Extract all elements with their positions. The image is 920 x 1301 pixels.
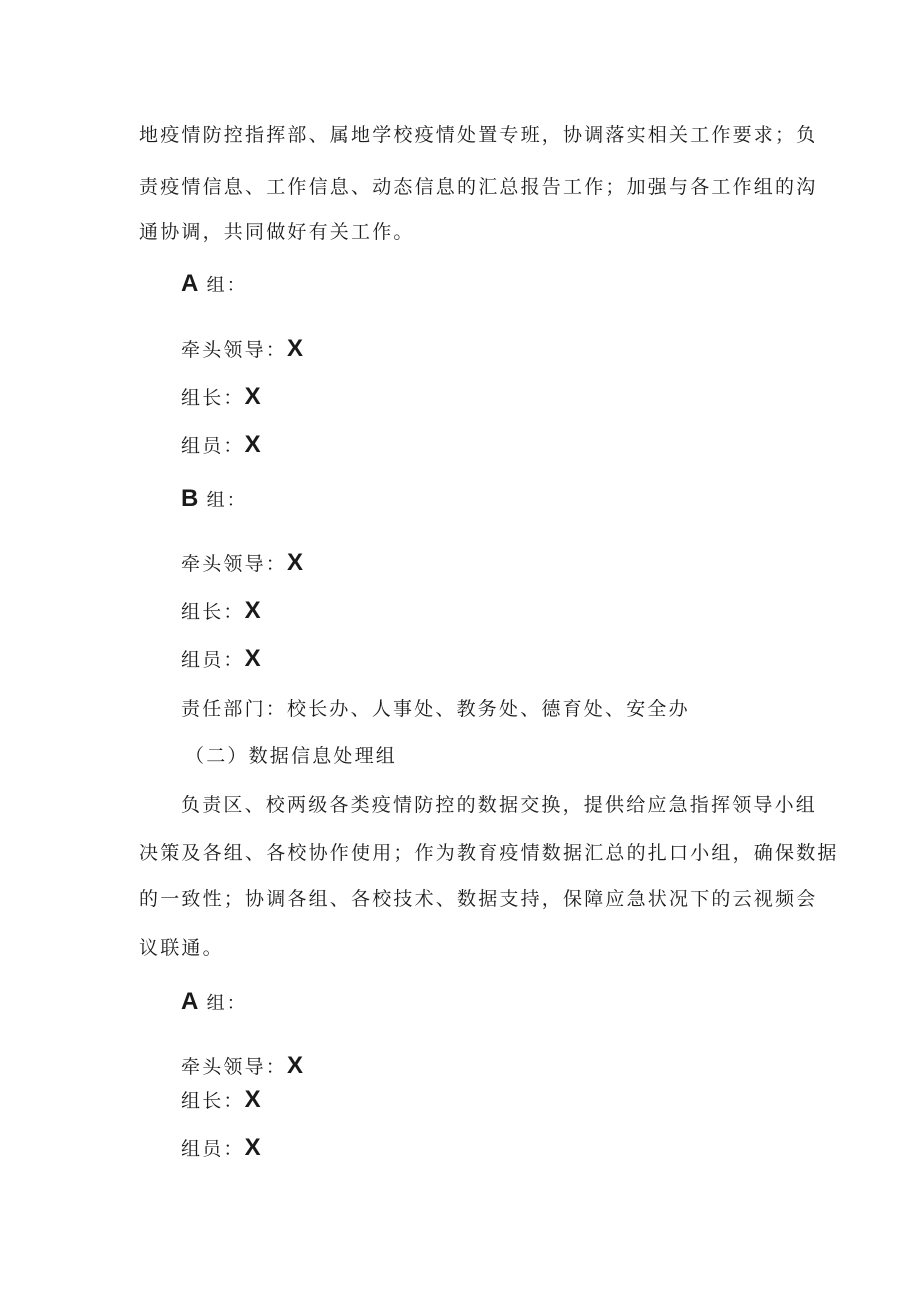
leader-value: X <box>287 1052 304 1079</box>
group-a2-head <box>181 1086 261 1115</box>
group-letter: B <box>181 485 199 512</box>
group-b-members <box>181 645 261 674</box>
group-a2-heading <box>181 988 247 1018</box>
group-a2-members <box>181 1134 261 1163</box>
para2-line-4: 议联通。 <box>139 937 224 959</box>
head-label: 组长： <box>181 601 245 623</box>
para2-line-3: 的一致性；协调各组、各校技术、数据支持，保障应急状况下的云视频会 <box>139 888 818 910</box>
head-label: 组长： <box>181 387 245 409</box>
member-value: X <box>244 645 261 672</box>
group-b-leader <box>181 549 303 578</box>
para1-line-2: 责疫情信息、工作信息、动态信息的汇总报告工作；加强与各工作组的沟 <box>139 176 818 198</box>
group-suffix: 组： <box>206 490 247 511</box>
para2-line-2: 决策及各组、各校协作使用；作为教育疫情数据汇总的扎口小组，确保数据 <box>139 842 839 864</box>
head-value: X <box>244 383 261 410</box>
head-value: X <box>244 1086 261 1113</box>
head-value: X <box>244 597 261 624</box>
group-a-heading <box>181 270 247 300</box>
leader-value: X <box>287 549 304 576</box>
member-label: 组员： <box>181 1138 245 1160</box>
member-label: 组员： <box>181 435 245 457</box>
group-suffix: 组： <box>206 993 247 1014</box>
responsible-departments: 责任部门：校长办、人事处、教务处、德育处、安全办 <box>181 698 690 720</box>
para2-line-1: 负责区、校两级各类疫情防控的数据交换，提供给应急指挥领导小组 <box>181 794 818 816</box>
member-value: X <box>244 1134 261 1161</box>
para1-line-3: 通协调，共同做好有关工作。 <box>139 221 415 243</box>
member-label: 组员： <box>181 649 245 671</box>
leader-label: 牵头领导： <box>181 1056 288 1078</box>
leader-label: 牵头领导： <box>181 339 288 361</box>
para1-line-1: 地疫情防控指挥部、属地学校疫情处置专班，协调落实相关工作要求；负 <box>139 124 818 146</box>
group-a-head <box>181 383 261 412</box>
member-value: X <box>244 431 261 458</box>
leader-value: X <box>287 335 304 362</box>
group-letter: A <box>181 270 199 297</box>
group-suffix: 组： <box>206 275 247 296</box>
group-b-head <box>181 597 261 626</box>
group-b-heading <box>181 485 247 515</box>
group-a2-leader <box>181 1052 303 1081</box>
leader-label: 牵头领导： <box>181 553 288 575</box>
section-heading: （二）数据信息处理组 <box>185 745 398 767</box>
group-a-members <box>181 431 261 460</box>
head-label: 组长： <box>181 1090 245 1112</box>
group-a-leader <box>181 335 303 364</box>
group-letter: A <box>181 988 199 1015</box>
